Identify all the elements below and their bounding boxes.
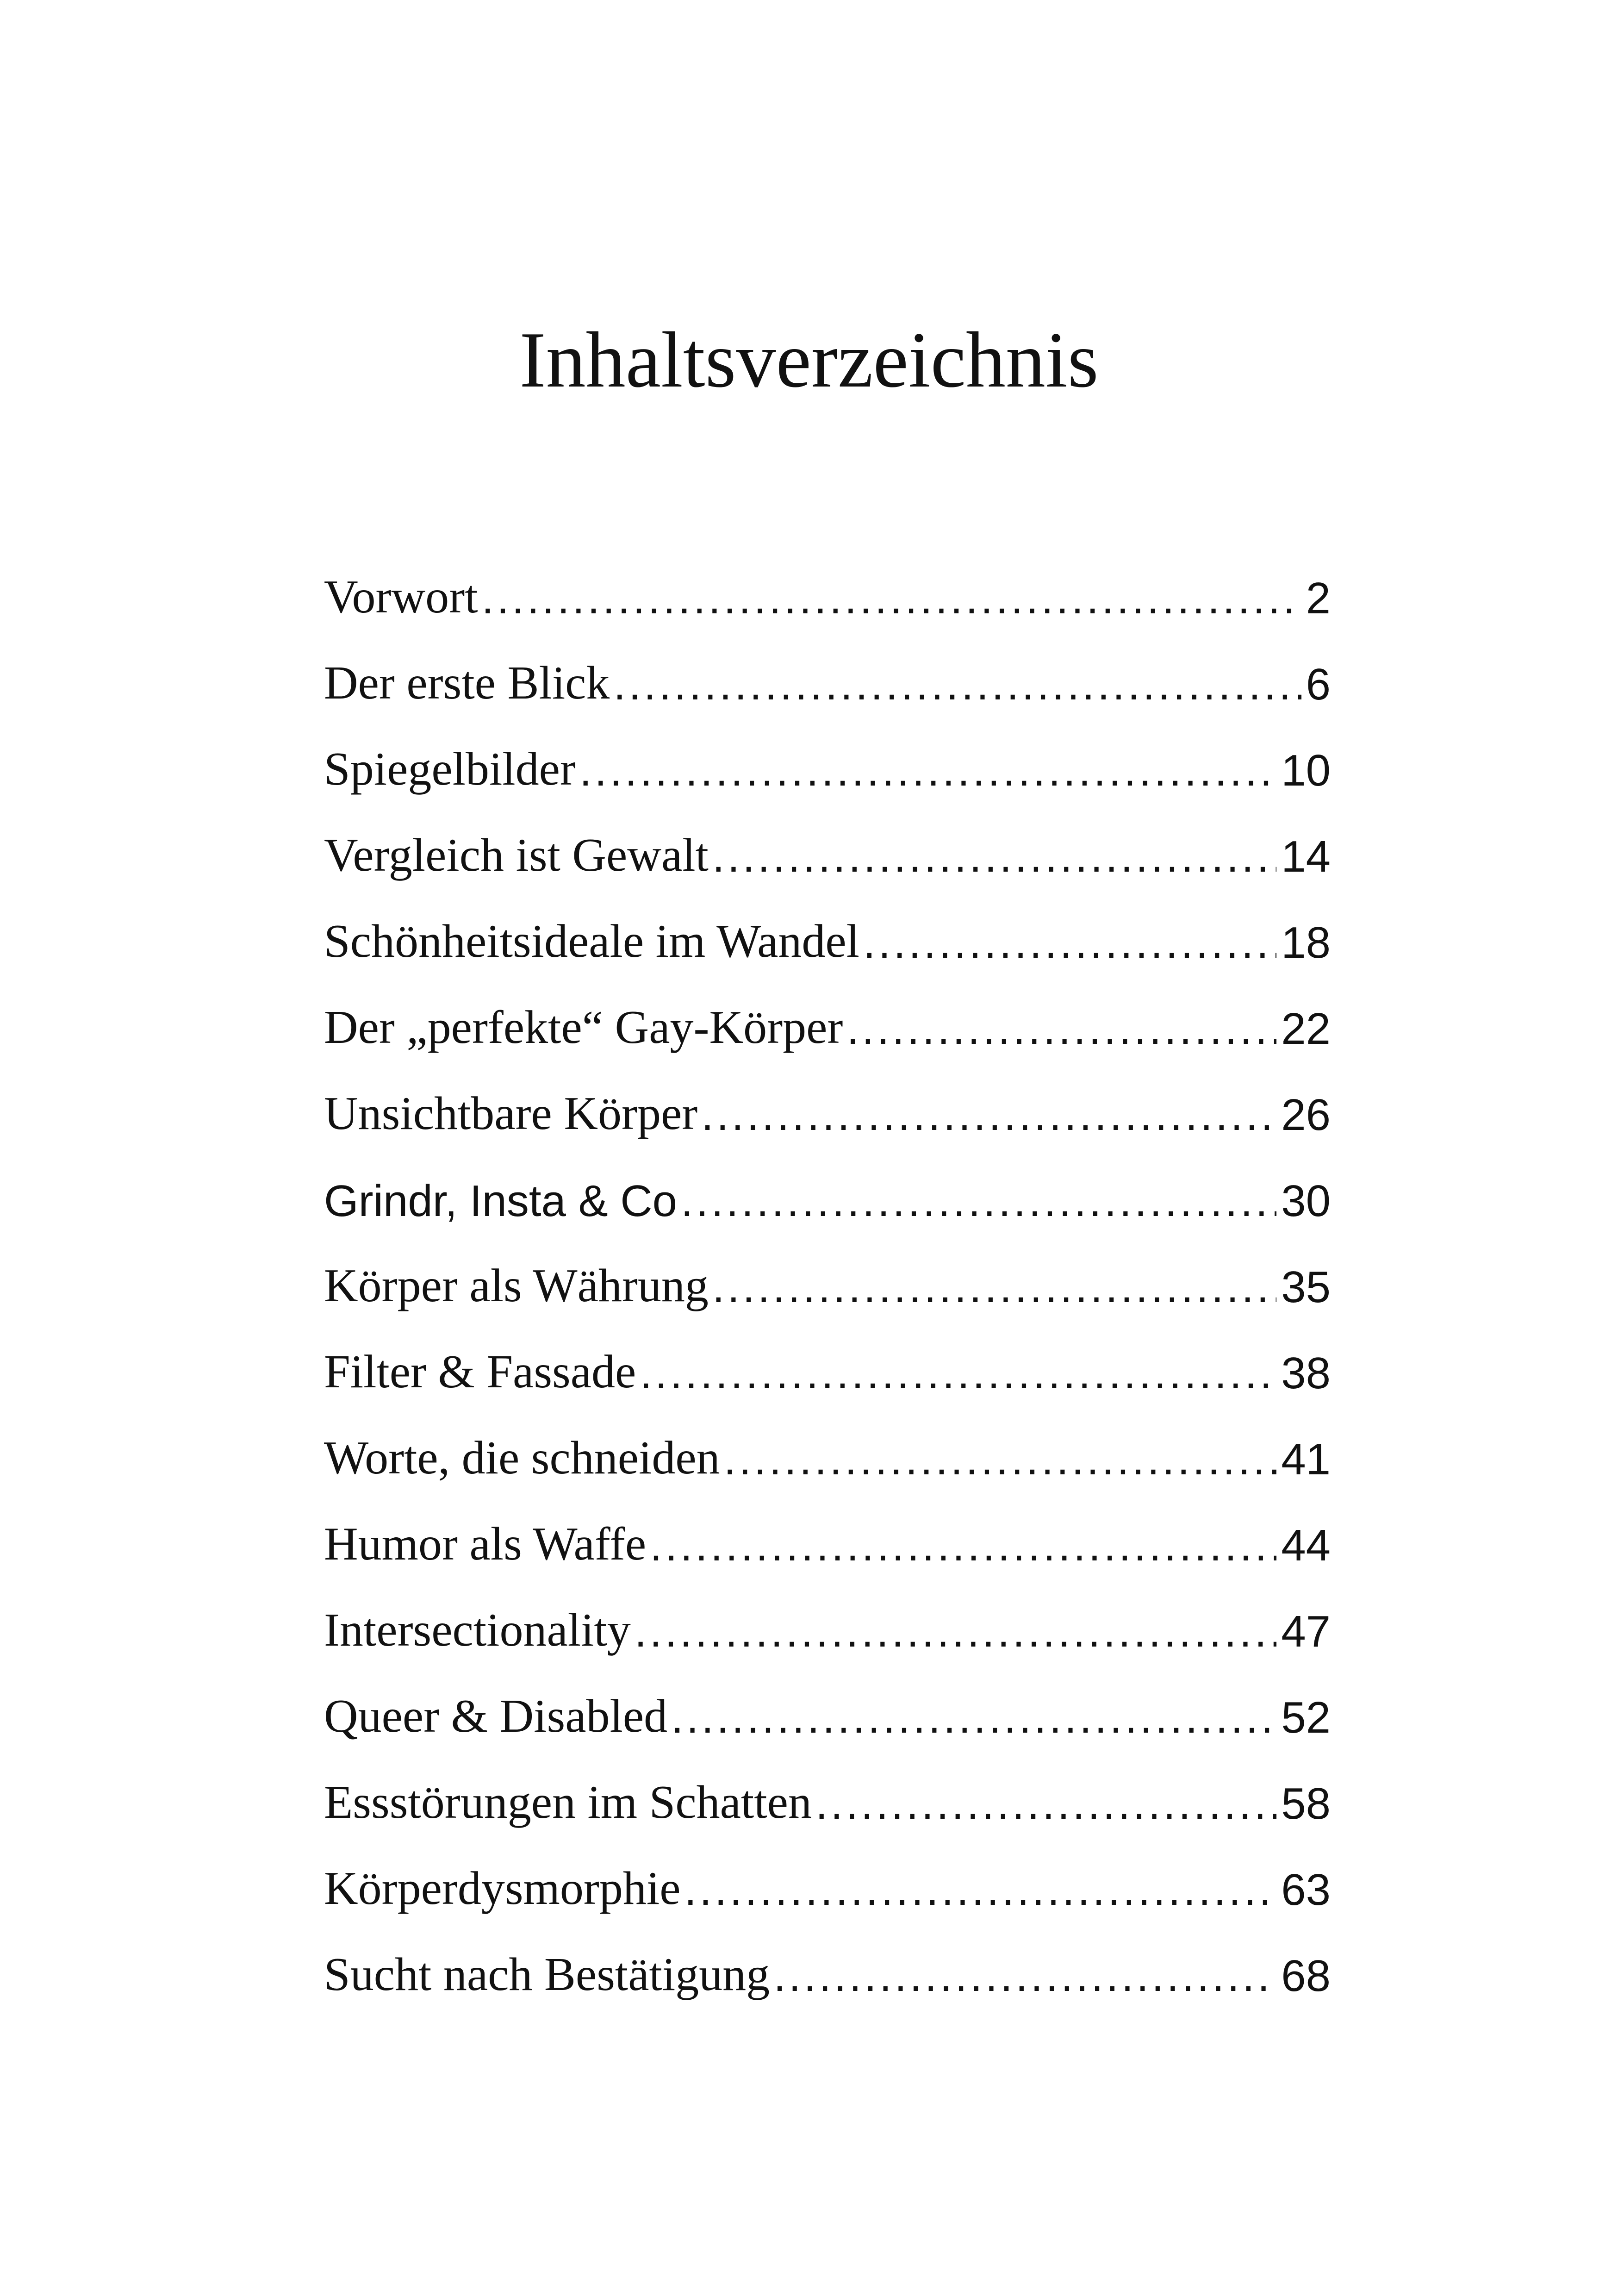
toc-entry-label: Der „perfekte“ Gay-Körper	[324, 1001, 843, 1054]
toc-entry-label: Intersectionality	[324, 1604, 631, 1656]
toc-entry-page-number: 30	[1281, 1176, 1331, 1226]
toc-dot-leader	[712, 1265, 1276, 1310]
toc-entry	[324, 707, 1331, 793]
toc-entry-label: Spiegelbilder	[324, 743, 576, 795]
toc-entry-label: Der erste Blick	[324, 657, 610, 709]
toc-dot-leader	[724, 1437, 1277, 1482]
toc-entry-page-number: 44	[1281, 1521, 1331, 1570]
toc-dot-leader	[650, 1523, 1276, 1568]
toc-entry	[324, 1223, 1331, 1310]
toc-entry	[324, 1396, 1331, 1482]
toc-entry-page-number: 58	[1281, 1779, 1331, 1828]
toc-entry	[324, 1654, 1331, 1740]
toc-entry-page-number: 52	[1281, 1693, 1331, 1742]
toc-dot-leader	[579, 749, 1276, 793]
toc-entry	[324, 965, 1331, 1054]
toc-dot-leader	[712, 835, 1276, 879]
toc-dot-leader	[863, 921, 1276, 965]
toc-entry-page-number: 38	[1281, 1348, 1331, 1398]
toc-entry-page-number: 47	[1281, 1607, 1331, 1656]
table-of-contents	[324, 535, 1331, 2001]
toc-entry-label: Schönheitsideale im Wandel	[324, 915, 859, 967]
toc-dot-leader	[640, 1351, 1276, 1396]
toc-entry-page-number: 2	[1306, 574, 1331, 623]
toc-entry-label: Essstörungen im Schatten	[324, 1776, 812, 1828]
toc-entry-page-number: 22	[1281, 1004, 1331, 1054]
toc-entry-label: Vorwort	[324, 571, 478, 623]
toc-entry-label: Worte, die schneiden	[324, 1432, 720, 1484]
toc-entry	[324, 1826, 1331, 1915]
toc-entry	[324, 621, 1331, 707]
toc-entry-page-number: 6	[1306, 660, 1331, 709]
toc-entry-label: Vergleich ist Gewalt	[324, 829, 709, 881]
toc-entry	[324, 1051, 1331, 1140]
toc-dot-leader	[701, 1093, 1276, 1137]
toc-entry-page-number: 14	[1281, 832, 1331, 881]
toc-entry-label: Körper als Währung	[324, 1260, 709, 1312]
toc-dot-leader	[846, 1007, 1276, 1051]
toc-entry-label: Filter & Fassade	[324, 1346, 636, 1398]
toc-entry-page-number: 18	[1281, 918, 1331, 967]
toc-dot-leader	[671, 1696, 1276, 1740]
toc-entry-page-number: 35	[1281, 1262, 1331, 1312]
toc-entry-page-number: 41	[1281, 1435, 1331, 1484]
toc-entry-label: Unsichtbare Körper	[324, 1087, 698, 1140]
toc-dot-leader	[773, 1954, 1276, 1998]
toc-entry-label: Queer & Disabled	[324, 1690, 668, 1742]
toc-entry-label: Grindr, Insta & Co	[324, 1176, 677, 1226]
toc-entry	[324, 1568, 1331, 1654]
toc-entry	[324, 1310, 1331, 1396]
toc-entry-page-number: 63	[1281, 1865, 1331, 1915]
page-title: Inhaltsverzeichnis	[519, 316, 1099, 405]
toc-entry	[324, 535, 1331, 621]
toc-entry	[324, 879, 1331, 965]
toc-entry-label: Sucht nach Bestätigung	[324, 1948, 770, 2001]
toc-entry	[324, 1482, 1331, 1568]
toc-dot-leader	[681, 1179, 1276, 1223]
toc-entry-page-number: 10	[1281, 746, 1331, 795]
toc-entry	[324, 1912, 1331, 2001]
toc-dot-leader	[684, 1868, 1276, 1912]
toc-entry	[324, 1137, 1331, 1226]
toc-dot-leader	[613, 662, 1301, 707]
toc-entry	[324, 1740, 1331, 1826]
toc-dot-leader	[635, 1610, 1276, 1654]
toc-entry	[324, 793, 1331, 879]
toc-entry-page-number: 68	[1281, 1951, 1331, 2001]
toc-entry-label: Körperdysmorphie	[324, 1862, 681, 1915]
toc-entry-page-number: 26	[1281, 1090, 1331, 1140]
toc-dot-leader	[815, 1782, 1276, 1826]
toc-dot-leader	[481, 576, 1301, 621]
toc-entry-label: Humor als Waffe	[324, 1518, 647, 1570]
